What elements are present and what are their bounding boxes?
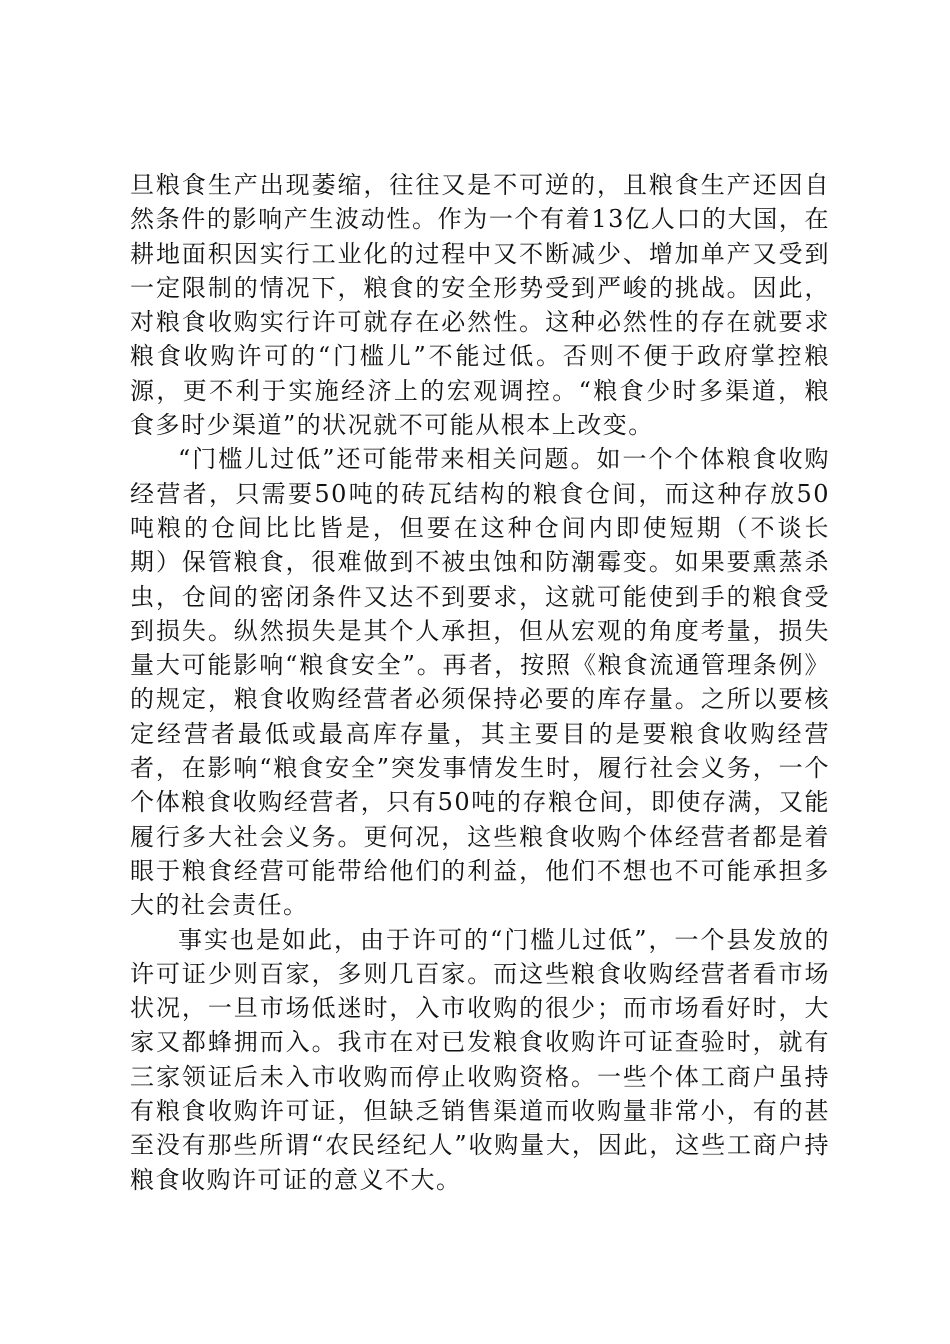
paragraph-1: 旦粮食生产出现萎缩，往往又是不可逆的，且粮食生产还因自然条件的影响产生波动性。作为一个有着13亿人口的大国，在耕地面积因实行工业化的过程中又不断减少、增加单产又受到一定限制的情况下，粮食的安全形势受到严峻的挑战。因此，对粮食收购实行许可就存在必然性。这种必然性的存在就要求粮食收购许可的“门槛儿”不能过低。否则不便于政府掌控粮源，更不利于实施经济上的宏观调控。“粮食少时多渠道，粮食多时少渠道”的状况就不可能从根本上改变。 <box>130 171 830 440</box>
document-body <box>130 168 830 1197</box>
paragraph-3: 事实也是如此，由于许可的“门槛儿过低”，一个县发放的许可证少则百家，多则几百家。而这些粮食收购经营者看市场状况，一旦市场低迷时，入市收购的很少；而市场看好时，大家又都蜂拥而入。我市在对已发粮食收购许可证查验时，就有三家领证后未入市收购而停止收购资格。一些个体工商户虽持有粮食收购许可证，但缺乏销售渠道而收购量非常小，有的甚至没有那些所谓“农民经纪人”收购量大，因此，这些工商户持粮食收购许可证的意义不大。 <box>130 925 830 1194</box>
paragraph-2: “门槛儿过低”还可能带来相关问题。如一个个体粮食收购经营者，只需要50吨的砖瓦结构的粮食仓间，而这种存放50吨粮的仓间比比皆是，但要在这种仓间内即使短期（不谈长期）保管粮食，很难做到不被虫蚀和防潮霉变。如果要熏蒸杀虫，仓间的密闭条件又达不到要求，这就可能使到手的粮食受到损失。纵然损失是其个人承担，但从宏观的角度考量，损失量大可能影响“粮食安全”。再者，按照《粮食流通管理条例》的规定，粮食收购经营者必须保持必要的库存量。之所以要核定经营者最低或最高库存量，其主要目的是要粮食收购经营者，在影响“粮食安全”突发事情发生时，履行社会义务，一个个体粮食收购经营者，只有50吨的存粮仓间，即使存满，又能履行多大社会义务。更何况，这些粮食收购个体经营者都是着眼于粮食经营可能带给他们的利益，他们不想也不可能承担多大的社会责任。 <box>130 445 830 920</box>
